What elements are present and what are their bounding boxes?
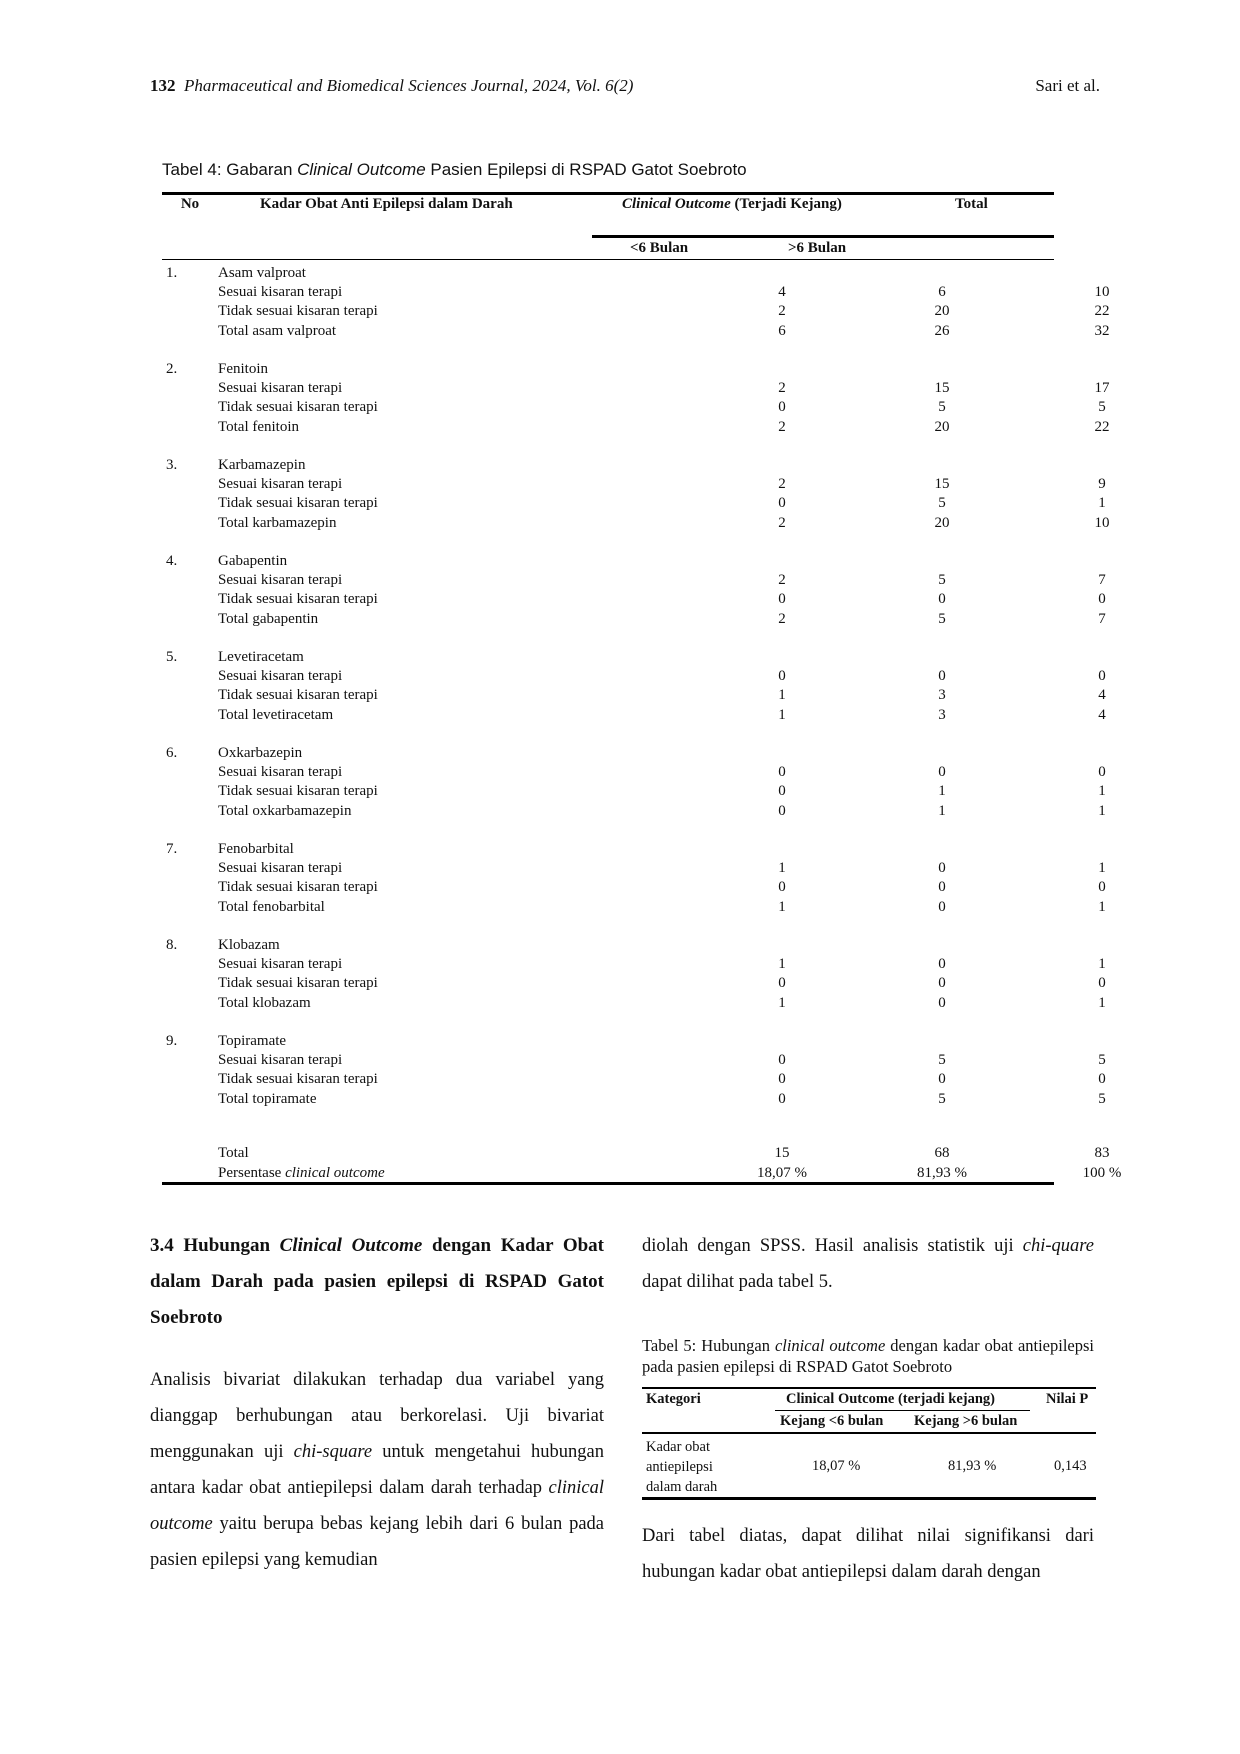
table4-sub-lt6: <6 Bulan [630, 240, 689, 256]
value-total: 5 [1098, 1090, 1106, 1107]
drug-name: Levetiracetam [218, 649, 304, 665]
table5-row-label: Kadar obat antiepilepsi dalam darah [646, 1439, 718, 1495]
value-lt6: 0 [778, 1090, 786, 1107]
table-row [162, 514, 1110, 533]
table-row [162, 955, 1106, 974]
table4-mid-rule [592, 235, 1054, 238]
journal-name: Pharmaceutical and Biomedical Sciences Journal, 2024, Vol. 6(2) [184, 76, 634, 95]
value-total: 0 [1098, 591, 1106, 608]
table4-group-header [162, 744, 1054, 763]
value-lt6: 0 [778, 975, 786, 992]
value-total: 0 [1098, 668, 1106, 685]
table-row [162, 494, 1106, 513]
table-row [162, 686, 1106, 705]
row-label: Total asam valproat [218, 322, 337, 339]
value-total: 0 [1098, 1071, 1106, 1088]
row-label: Total fenobarbital [218, 898, 325, 915]
value-gt6: 5 [938, 610, 946, 627]
value-lt6: 2 [778, 418, 786, 435]
table-row [162, 974, 1106, 993]
value-total: 1 [1098, 860, 1106, 877]
group-number: 1. [166, 265, 178, 281]
table4-percent-row [162, 1164, 1122, 1183]
total-all: 83 [1094, 1145, 1110, 1162]
total-label: Total [218, 1145, 249, 1162]
table4-caption: Tabel 4: Gabaran Clinical Outcome Pasien Epilepsi di RSPAD Gatot Soebroto [162, 160, 747, 179]
percent-total: 100 % [1082, 1164, 1122, 1181]
drug-name: Asam valproat [218, 265, 306, 281]
value-total: 22 [1094, 303, 1110, 320]
value-gt6: 1 [938, 783, 946, 800]
table4-group-header [162, 360, 1054, 379]
group-number: 8. [166, 937, 178, 953]
value-total: 7 [1098, 572, 1106, 589]
row-label: Tidak sesuai kisaran terapi [218, 591, 378, 608]
table-row [162, 706, 1106, 725]
row-label: Tidak sesuai kisaran terapi [218, 975, 378, 992]
row-label: Tidak sesuai kisaran terapi [218, 399, 378, 416]
section-heading: 3.4 Hubungan Clinical Outcome dengan Kadar Obat dalam Darah pada pasien epilepsi di RSPAD Gatot Soebroto [150, 1235, 604, 1328]
paragraph-significance: Dari tabel diatas, dapat dilihat nilai signifikansi dari hubungan kadar obat antiepilepsi dalam darah dengan [642, 1526, 1094, 1582]
value-lt6: 2 [778, 303, 786, 320]
row-label: Tidak sesuai kisaran terapi [218, 303, 378, 320]
value-gt6: 26 [934, 322, 950, 339]
table-row [162, 379, 1110, 398]
total-lt6: 15 [774, 1145, 790, 1162]
table4-total-row [162, 1144, 1110, 1163]
table5-col-nilaip: Nilai P [1046, 1391, 1089, 1407]
value-total: 1 [1098, 994, 1106, 1011]
group-number: 9. [166, 1033, 178, 1049]
table5-sub-gt6: Kejang >6 bulan [914, 1413, 1018, 1429]
table-row [162, 878, 1106, 897]
value-total: 0 [1098, 764, 1106, 781]
group-number: 2. [166, 361, 178, 377]
value-lt6: 0 [778, 802, 786, 819]
row-label: Sesuai kisaran terapi [218, 380, 343, 397]
table-row [162, 418, 1110, 437]
table4-group-header [162, 552, 1054, 571]
table-row [162, 610, 1106, 629]
row-label: Sesuai kisaran terapi [218, 764, 343, 781]
percent-label: Persentase clinical outcome [218, 1164, 385, 1181]
drug-name: Fenobarbital [218, 841, 294, 857]
value-total: 22 [1094, 418, 1110, 435]
value-gt6: 20 [934, 303, 950, 320]
table5-top-rule [642, 1387, 1096, 1389]
value-lt6: 0 [778, 783, 786, 800]
value-total: 0 [1098, 975, 1106, 992]
value-total: 32 [1094, 322, 1110, 339]
table5-col-kategori: Kategori [646, 1391, 701, 1407]
value-gt6: 1 [938, 802, 946, 819]
table5-header-rule [642, 1432, 1096, 1434]
value-gt6: 15 [934, 476, 950, 493]
table4-top-rule [162, 192, 1054, 195]
table5-sub-lt6: Kejang <6 bulan [780, 1413, 884, 1429]
value-total: 17 [1094, 380, 1110, 397]
value-lt6: 6 [778, 322, 786, 339]
table5-bottom-rule [642, 1497, 1096, 1500]
value-lt6: 2 [778, 610, 786, 627]
table5-col-outcome: Clinical Outcome (terjadi kejang) [786, 1391, 996, 1407]
row-label: Total klobazam [218, 994, 311, 1011]
value-lt6: 0 [778, 1071, 786, 1088]
value-total: 0 [1098, 879, 1106, 896]
value-lt6: 2 [778, 572, 786, 589]
table4-col-outcome: Clinical Outcome (Terjadi Kejang) [622, 196, 842, 212]
value-gt6: 20 [934, 514, 950, 531]
row-label: Total karbamazepin [218, 514, 337, 531]
row-label: Tidak sesuai kisaran terapi [218, 879, 378, 896]
table-row [162, 571, 1106, 590]
table-row [162, 802, 1106, 821]
table5-value-gt6: 81,93 % [948, 1458, 997, 1474]
value-gt6: 5 [938, 572, 946, 589]
row-label: Sesuai kisaran terapi [218, 284, 343, 301]
value-lt6: 2 [778, 380, 786, 397]
value-lt6: 1 [778, 994, 786, 1011]
row-label: Sesuai kisaran terapi [218, 860, 343, 877]
value-total: 1 [1098, 898, 1106, 915]
value-gt6: 5 [938, 399, 946, 416]
value-total: 10 [1094, 514, 1110, 531]
table4-group-header [162, 1032, 1054, 1051]
value-lt6: 2 [778, 514, 786, 531]
table4-col-no: No [180, 196, 200, 212]
value-total: 9 [1098, 476, 1106, 493]
drug-name: Klobazam [218, 937, 280, 953]
group-number: 3. [166, 457, 178, 473]
table-row [162, 283, 1110, 302]
paragraph-bivariat: Analisis bivariat dilakukan terhadap dua variabel yang dianggap berhubungan atau berkorelasi. Uji bivariat menggunakan uji chi-square untuk mengetahui hubungan antara kadar obat antiepilepsi dalam darah terhadap clinical outcome yaitu berupa bebas kejang lebih dari 6 bulan pada pasien epilepsi yang kemudian [150, 1370, 605, 1570]
table-row [162, 763, 1106, 782]
value-gt6: 0 [938, 879, 946, 896]
value-total: 1 [1098, 802, 1106, 819]
table-row [162, 590, 1106, 609]
table4-col-total: Total [955, 196, 988, 212]
table4-group-header [162, 648, 1054, 667]
drug-name: Gabapentin [218, 553, 288, 569]
table5-mid-rule [775, 1410, 1030, 1411]
value-total: 1 [1098, 783, 1106, 800]
table5-value-lt6: 18,07 % [812, 1458, 861, 1474]
row-label: Tidak sesuai kisaran terapi [218, 783, 378, 800]
row-label: Tidak sesuai kisaran terapi [218, 495, 378, 512]
value-lt6: 1 [778, 687, 786, 704]
row-label: Total topiramate [218, 1090, 317, 1107]
row-label: Tidak sesuai kisaran terapi [218, 687, 378, 704]
drug-name: Karbamazepin [218, 457, 306, 473]
group-number: 4. [166, 553, 178, 569]
running-header-author [1035, 76, 1100, 96]
value-gt6: 3 [938, 706, 946, 723]
table4-col-kadar: Kadar Obat Anti Epilepsi dalam Darah [260, 196, 513, 212]
value-gt6: 0 [938, 860, 946, 877]
value-gt6: 0 [938, 956, 946, 973]
table-row [162, 1051, 1106, 1070]
value-lt6: 1 [778, 706, 786, 723]
page-number: 132 [150, 76, 176, 95]
value-lt6: 0 [778, 668, 786, 685]
table4-group-header [162, 840, 1054, 859]
value-lt6: 0 [778, 764, 786, 781]
value-lt6: 1 [778, 860, 786, 877]
row-label: Sesuai kisaran terapi [218, 1052, 343, 1069]
group-number: 6. [166, 745, 178, 761]
table5-caption: Tabel 5: Hubungan clinical outcome dengan kadar obat antiepilepsi pada pasien epilepsi di RSPAD Gatot Soebroto [642, 1336, 1095, 1376]
value-gt6: 5 [938, 1052, 946, 1069]
table-row [162, 1070, 1106, 1089]
author-name: Sari et al. [1035, 76, 1100, 95]
value-lt6: 0 [778, 879, 786, 896]
value-total: 1 [1098, 495, 1106, 512]
value-gt6: 0 [938, 764, 946, 781]
value-lt6: 0 [778, 399, 786, 416]
table-row [162, 475, 1106, 494]
table-row [162, 859, 1106, 878]
value-gt6: 6 [938, 284, 946, 301]
value-gt6: 0 [938, 994, 946, 1011]
table5-value-p: 0,143 [1054, 1458, 1087, 1474]
value-gt6: 20 [934, 418, 950, 435]
value-lt6: 4 [778, 284, 786, 301]
drug-name: Topiramate [218, 1033, 287, 1049]
group-number: 5. [166, 649, 178, 665]
row-label: Total gabapentin [218, 610, 319, 627]
value-gt6: 3 [938, 687, 946, 704]
table4-header-rule [162, 259, 1054, 260]
value-gt6: 5 [938, 1090, 946, 1107]
value-gt6: 5 [938, 495, 946, 512]
running-header-left [150, 76, 633, 96]
value-lt6: 1 [778, 898, 786, 915]
row-label: Tidak sesuai kisaran terapi [218, 1071, 378, 1088]
row-label: Sesuai kisaran terapi [218, 476, 343, 493]
value-lt6: 0 [778, 1052, 786, 1069]
value-total: 5 [1098, 1052, 1106, 1069]
value-lt6: 0 [778, 495, 786, 512]
table-row [162, 994, 1106, 1013]
value-gt6: 0 [938, 975, 946, 992]
table-row [162, 302, 1110, 321]
value-lt6: 0 [778, 591, 786, 608]
value-gt6: 0 [938, 1071, 946, 1088]
table-row [162, 667, 1106, 686]
value-gt6: 15 [934, 380, 950, 397]
total-gt6: 68 [934, 1145, 950, 1162]
value-lt6: 1 [778, 956, 786, 973]
row-label: Sesuai kisaran terapi [218, 956, 343, 973]
value-gt6: 0 [938, 898, 946, 915]
value-lt6: 2 [778, 476, 786, 493]
table-row [162, 1090, 1106, 1109]
value-gt6: 0 [938, 668, 946, 685]
row-label: Sesuai kisaran terapi [218, 668, 343, 685]
row-label: Total oxkarbamazepin [218, 802, 352, 819]
value-total: 7 [1098, 610, 1106, 627]
table4-group-header [162, 456, 1054, 475]
table4-group-header [162, 936, 1054, 955]
value-total: 1 [1098, 956, 1106, 973]
table-row [162, 398, 1106, 417]
table-row [162, 898, 1106, 917]
table4-group-header [162, 264, 1054, 283]
value-total: 4 [1098, 706, 1106, 723]
value-gt6: 0 [938, 591, 946, 608]
percent-gt6: 81,93 % [917, 1164, 967, 1181]
drug-name: Oxkarbazepin [218, 745, 303, 761]
row-label: Total levetiracetam [218, 706, 334, 723]
drug-name: Fenitoin [218, 361, 269, 377]
group-number: 7. [166, 841, 178, 857]
table-row [162, 322, 1110, 341]
percent-lt6: 18,07 % [757, 1164, 807, 1181]
paragraph-spss: diolah dengan SPSS. Hasil analisis statistik uji chi-quare dapat dilihat pada tabel 5. [642, 1236, 1094, 1292]
value-total: 5 [1098, 399, 1106, 416]
table-row [162, 782, 1106, 801]
row-label: Total fenitoin [218, 418, 300, 435]
table4-sub-gt6: >6 Bulan [788, 240, 847, 256]
value-total: 4 [1098, 687, 1106, 704]
row-label: Sesuai kisaran terapi [218, 572, 343, 589]
value-total: 10 [1094, 284, 1110, 301]
